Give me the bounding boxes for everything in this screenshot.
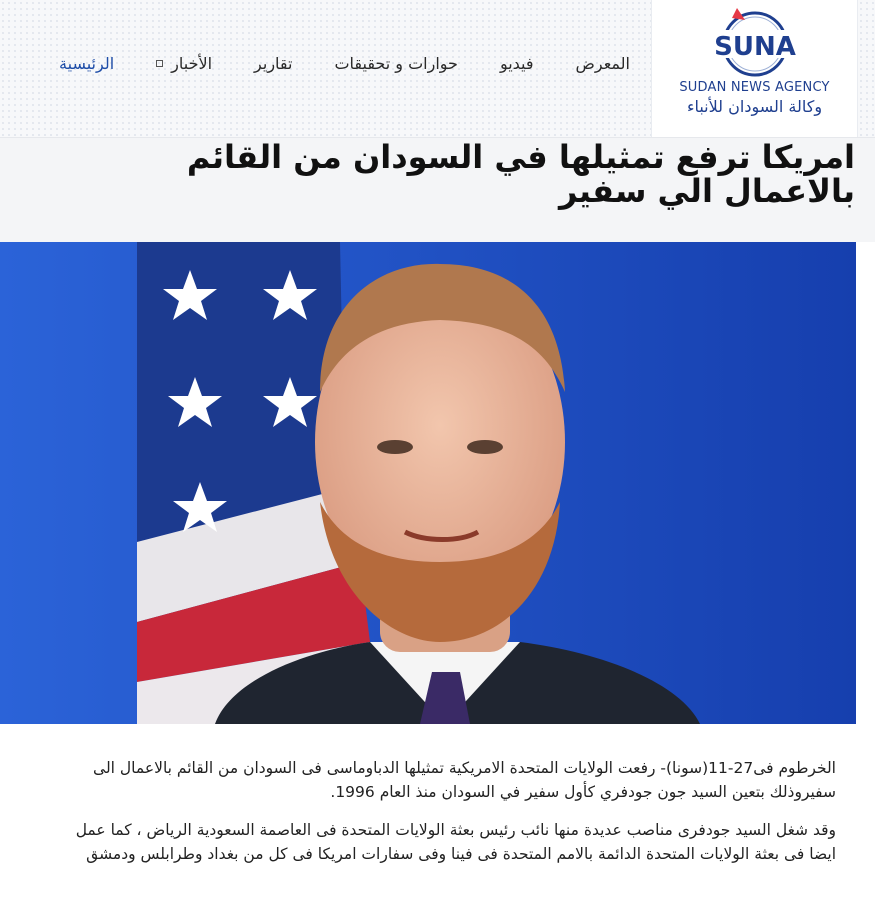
main-nav: [59, 50, 630, 76]
nav-news-label: الأخبار: [171, 53, 213, 73]
nav-video[interactable]: فيديو: [499, 53, 534, 73]
article-title: امريكا ترفع تمثيلها في السودان من القائم بالاعمال الي سفير: [186, 138, 855, 210]
nav-gallery[interactable]: المعرض: [575, 53, 630, 73]
article-paragraph: الخرطوم فى27-11(سونا)- رفعت الولايات المتحدة الامريكية تمثيلها الدباوماسى فى السودان من القائم بالاعمال الى سفيروذلك بتعين السيد جون جودفري كأول سفير في السودان منذ العام 1996.: [93, 759, 836, 801]
site-header: [0, 0, 875, 138]
caret-down-icon[interactable]: [156, 60, 163, 67]
article-photo: [0, 242, 856, 724]
logo-wordmark: SUNA: [714, 32, 796, 62]
ambassador-portrait-image: [0, 242, 856, 724]
agency-name-en: SUDAN NEWS AGENCY: [679, 80, 830, 95]
article-body: [44, 756, 836, 880]
agency-name-ar: وكالة السودان للأنباء: [686, 97, 823, 116]
nav-interviews[interactable]: حوارات و تحقيقات: [334, 53, 458, 73]
nav-reports[interactable]: تقارير: [254, 53, 293, 73]
article-paragraph: وقد شغل السيد جودفرى مناصب عديدة منها نائب رئيس بعثة الولايات المتحدة فى العاصمة السعودية الرياض ، كما عمل ايضا فى بعثة الولايات المتحدة الدائمة بالامم المتحدة فى فينا وفى سفارات امريكا فى كل من بغداد وطرابلس ودمشق: [75, 821, 836, 863]
nav-home[interactable]: الرئيسية: [59, 53, 115, 73]
nav-news[interactable]: [156, 54, 212, 73]
logo[interactable]: [651, 0, 858, 137]
suna-logo-icon: [710, 6, 800, 78]
